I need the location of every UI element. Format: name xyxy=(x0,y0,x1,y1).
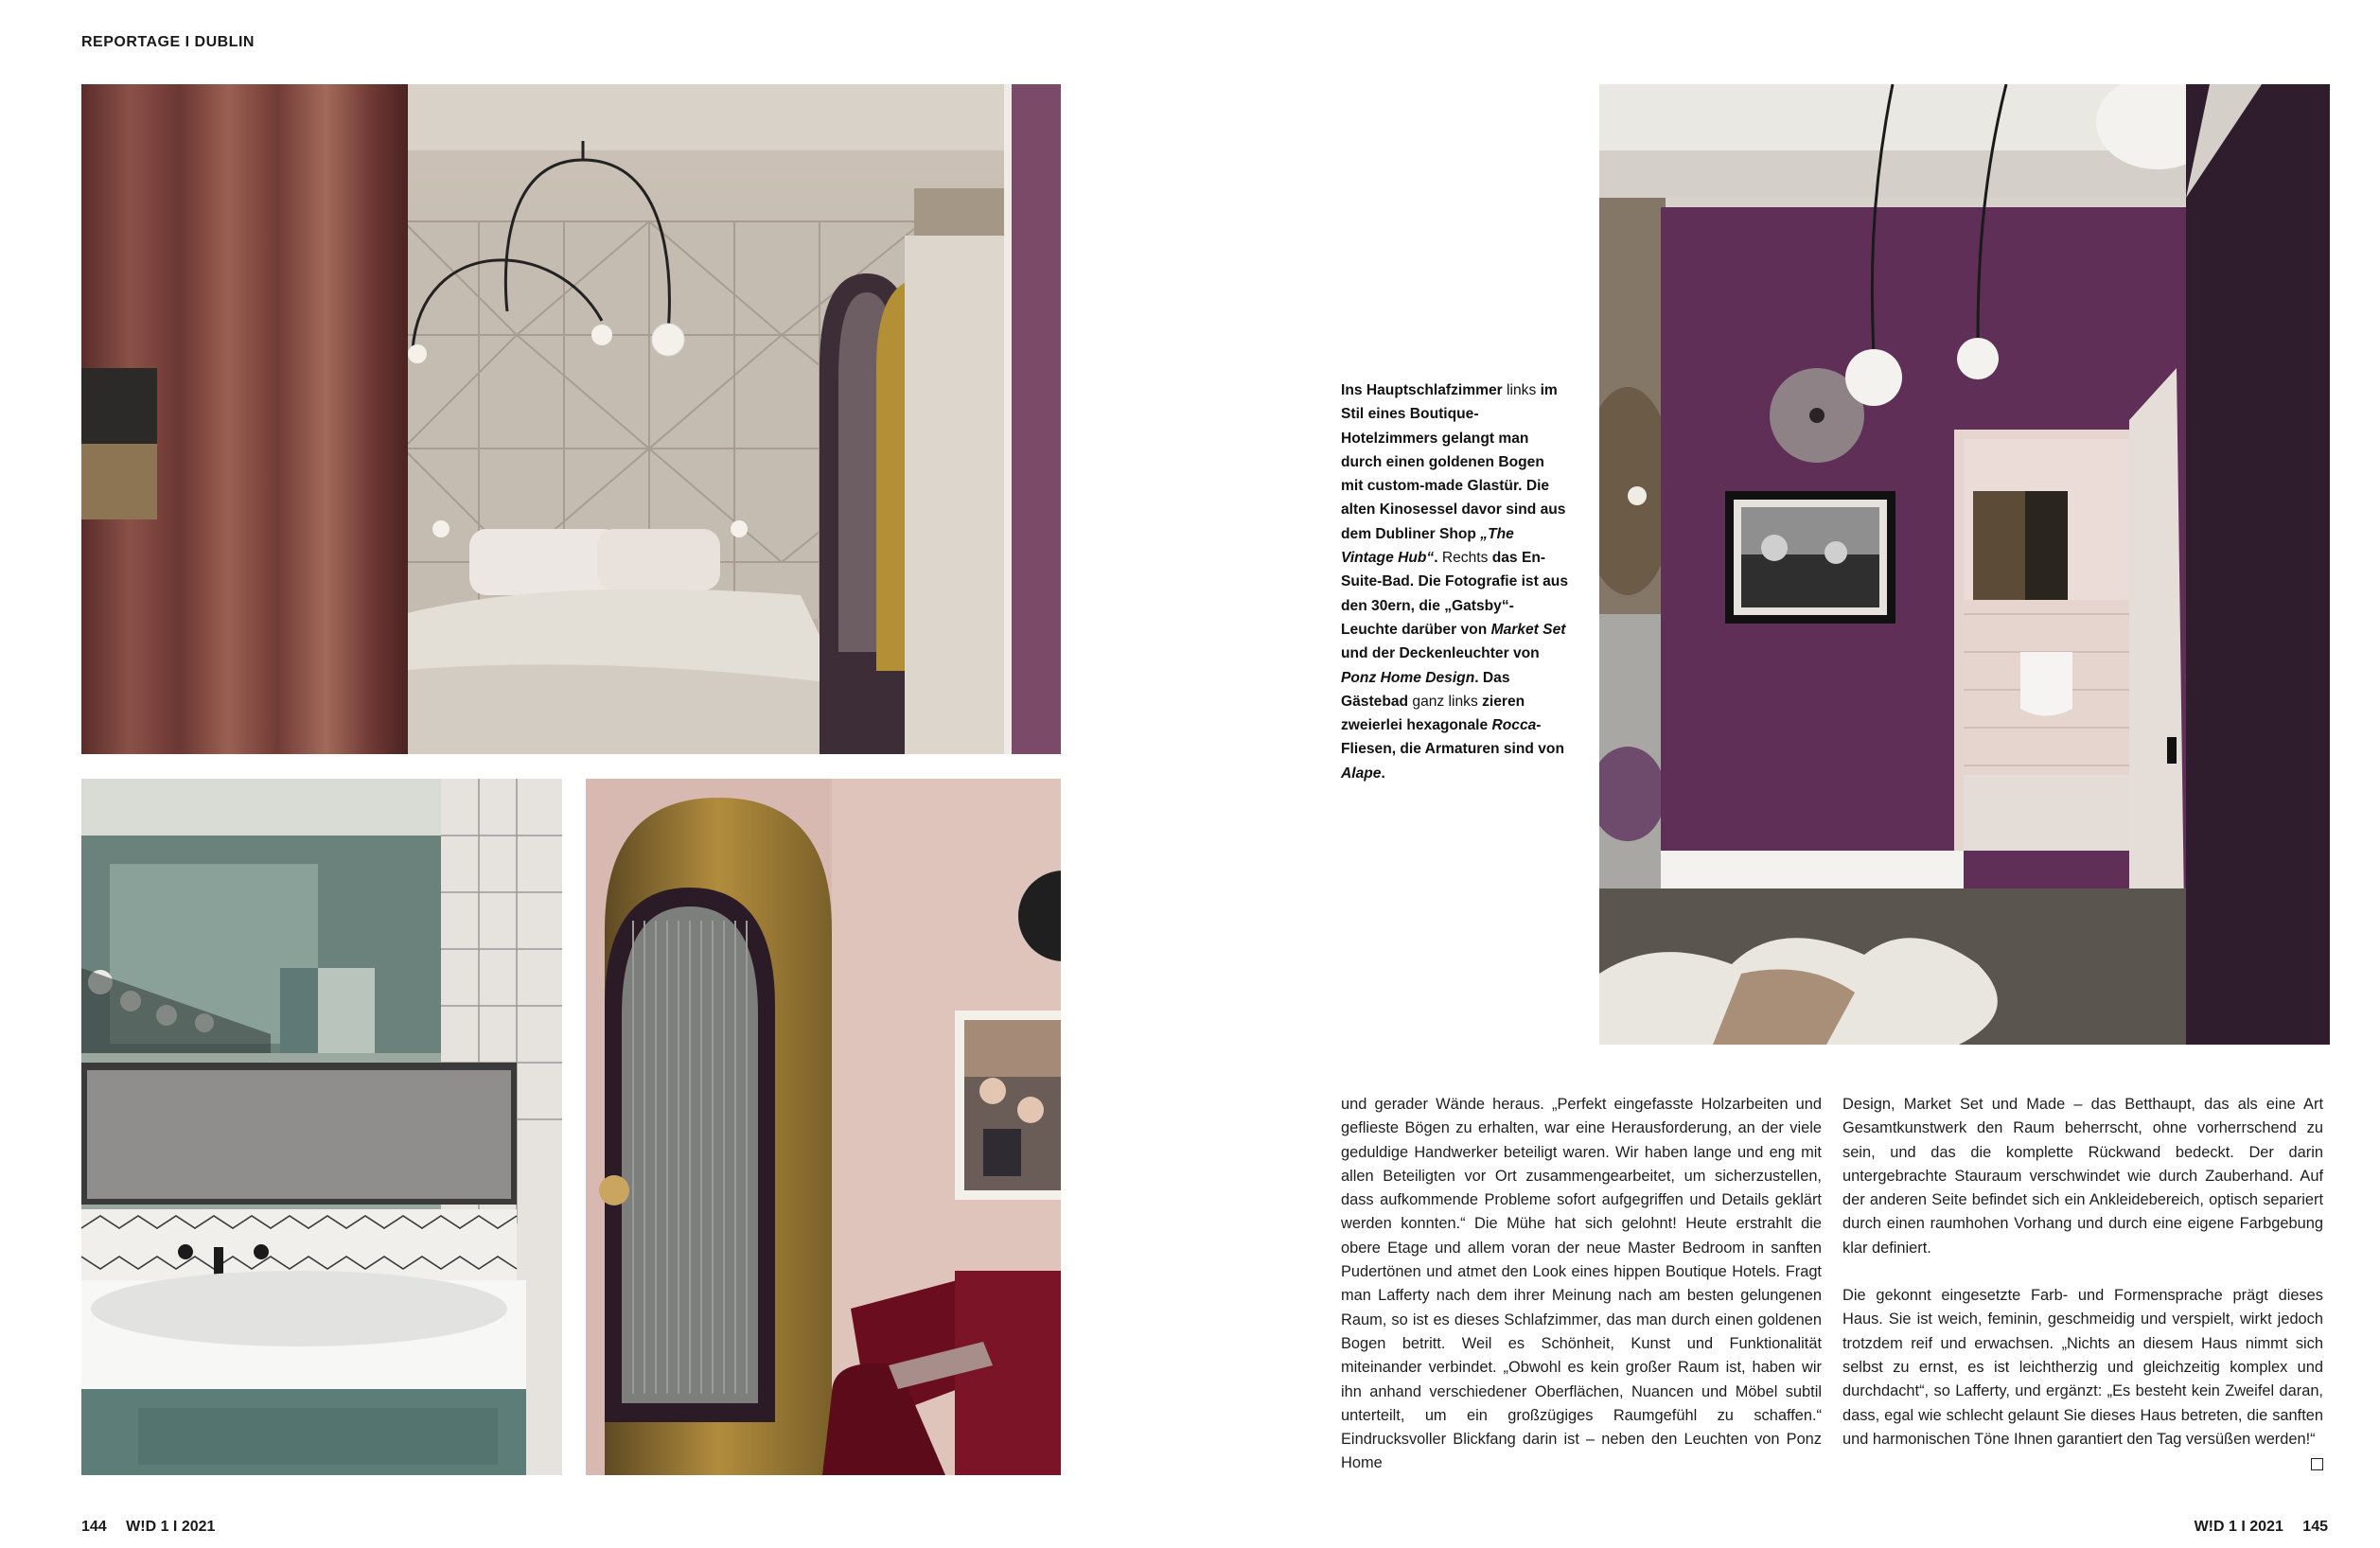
page-number-right: 145 xyxy=(2302,1519,2328,1535)
page-number-left: 144 xyxy=(81,1519,107,1535)
caption-part: das En-Suite-Bad. Die Fotografie ist aus den 30ern, die „Gatsby“-Leuchte darüber von xyxy=(1341,550,1569,638)
body-paragraph: und gerader Wände heraus. „Perfekt eingefasste Holzarbeiten und geflieste Bögen zu erhalten, war eine Herausforderung, an der viele geduldige Handwerker beteiligt waren. Wir haben lange und eng mit allen Beteiligten vor Ort zusammengearbeitet, um sicherzustellen, dass aufkommende Probleme sofort aufgegriffen und Details geklärt werden konnten.“ Die Mühe hat sich gelohnt! Heute erstrahlt die obere Etage und allem voran der neue Master Bedroom in sanften Pudertönen und atmet den Look eines hippen Boutique Hotels. Fragt man Lafferty nach dem ihrer Meinung nach am besten gelungenen Raum, so ist es dieses Schlafzimmer, das man durch einen goldenen Bogen betritt. Weil es Schönheit, Kunst und Funktionalität miteinander verbindet. „Obwohl es kein großer Raum ist, haben wir ihn anhand verschiedener Oberflächen, Nuancen und Möbel subtil unterteilt, um ein großzügiges Raumgefühl zu schaffen.“ Eindrucksvoller Blickfang darin ist – neben den Leuchten von Ponz Home xyxy=(1341,1096,1822,1472)
caption-part: im Stil eines Boutique-Hotelzimmers gelangt man durch einen goldenen Bogen mit custom-made Glastür. Die alten Kinosessel davor sind aus dem Dubliner Shop xyxy=(1341,382,1566,542)
caption-part: Alape xyxy=(1341,765,1382,782)
caption-part: Ponz Home Design xyxy=(1341,669,1475,686)
body-paragraph: Design, Market Set und Made – das Betthaupt, das als eine Art Gesamtkunstwerk den Raum beherrscht, ohne vorherrschend zu sein, und das die komplette Rückwand bedeckt. Der darin untergebrachte Stauraum verschwindet wie durch Zauberhand. Auf der anderen Seite befindet sich ein Ankleidebereich, optisch separiert durch einen raumhohen Vorhang und durch eine eigene Farbgebung klar definiert. xyxy=(1842,1096,2323,1257)
purple-room-photo xyxy=(1599,84,2330,1045)
left-folio xyxy=(81,1519,215,1536)
caption-part: und der Deckenleuchter von xyxy=(1341,645,1540,662)
header-separator: I xyxy=(185,34,190,50)
bedroom-photo xyxy=(81,84,1061,754)
caption-part: Rechts xyxy=(1441,550,1489,567)
caption-part: links xyxy=(1502,382,1537,398)
header-location: DUBLIN xyxy=(194,34,255,50)
end-mark-icon xyxy=(2311,1458,2323,1470)
magazine-issue-left: W!D 1 I 2021 xyxy=(126,1519,216,1535)
caption-part: Rocca xyxy=(1491,717,1537,734)
arch-door-photo xyxy=(586,779,1061,1475)
caption-part: zieren zweierlei hexagonale xyxy=(1341,693,1525,734)
caption-part: . xyxy=(1381,765,1385,782)
caption-part: ganz links xyxy=(1412,693,1478,710)
body-paragraph-end xyxy=(1842,1284,2323,1451)
caption-part: Market Set xyxy=(1490,621,1566,638)
right-folio xyxy=(2195,1519,2328,1536)
body-paragraph: Die gekonnt eingesetzte Farb- und Formensprache prägt dieses Haus. Sie ist weich, feminin, geschmeidig und verspielt, wirkt jedoch trotzdem reif und erwachsen. „Nichts an diesem Haus nimmt sich selbst zu ernst, es ist leichtherzig und gleichzeitig komplex und durchdacht“, so Lafferty, und ergänzt: „Es besteht kein Zweifel daran, dass, egal wie schlecht gelaunt Sie dieses Haus betreten, die sanften und harmonischen Töne Ihnen garantiert den Tag versüßen werden!“ xyxy=(1842,1287,2323,1448)
caption-part: „The Vintage Hub“ xyxy=(1341,525,1514,567)
photo-caption xyxy=(1341,378,1568,785)
body-column-1 xyxy=(1341,1093,1822,1500)
caption-part: . xyxy=(1434,550,1442,567)
caption-part: -Fliesen, die Armaturen sind von xyxy=(1341,717,1564,758)
magazine-issue-right: W!D 1 I 2021 xyxy=(2194,1519,2283,1535)
body-column-2 xyxy=(1842,1093,2323,1475)
caption-part: . Das Gästebad xyxy=(1341,669,1510,710)
bathroom-photo xyxy=(81,779,562,1475)
caption-part: Ins Hauptschlafzimmer xyxy=(1341,382,1503,398)
running-header xyxy=(81,34,255,51)
header-section: REPORTAGE xyxy=(81,34,181,50)
